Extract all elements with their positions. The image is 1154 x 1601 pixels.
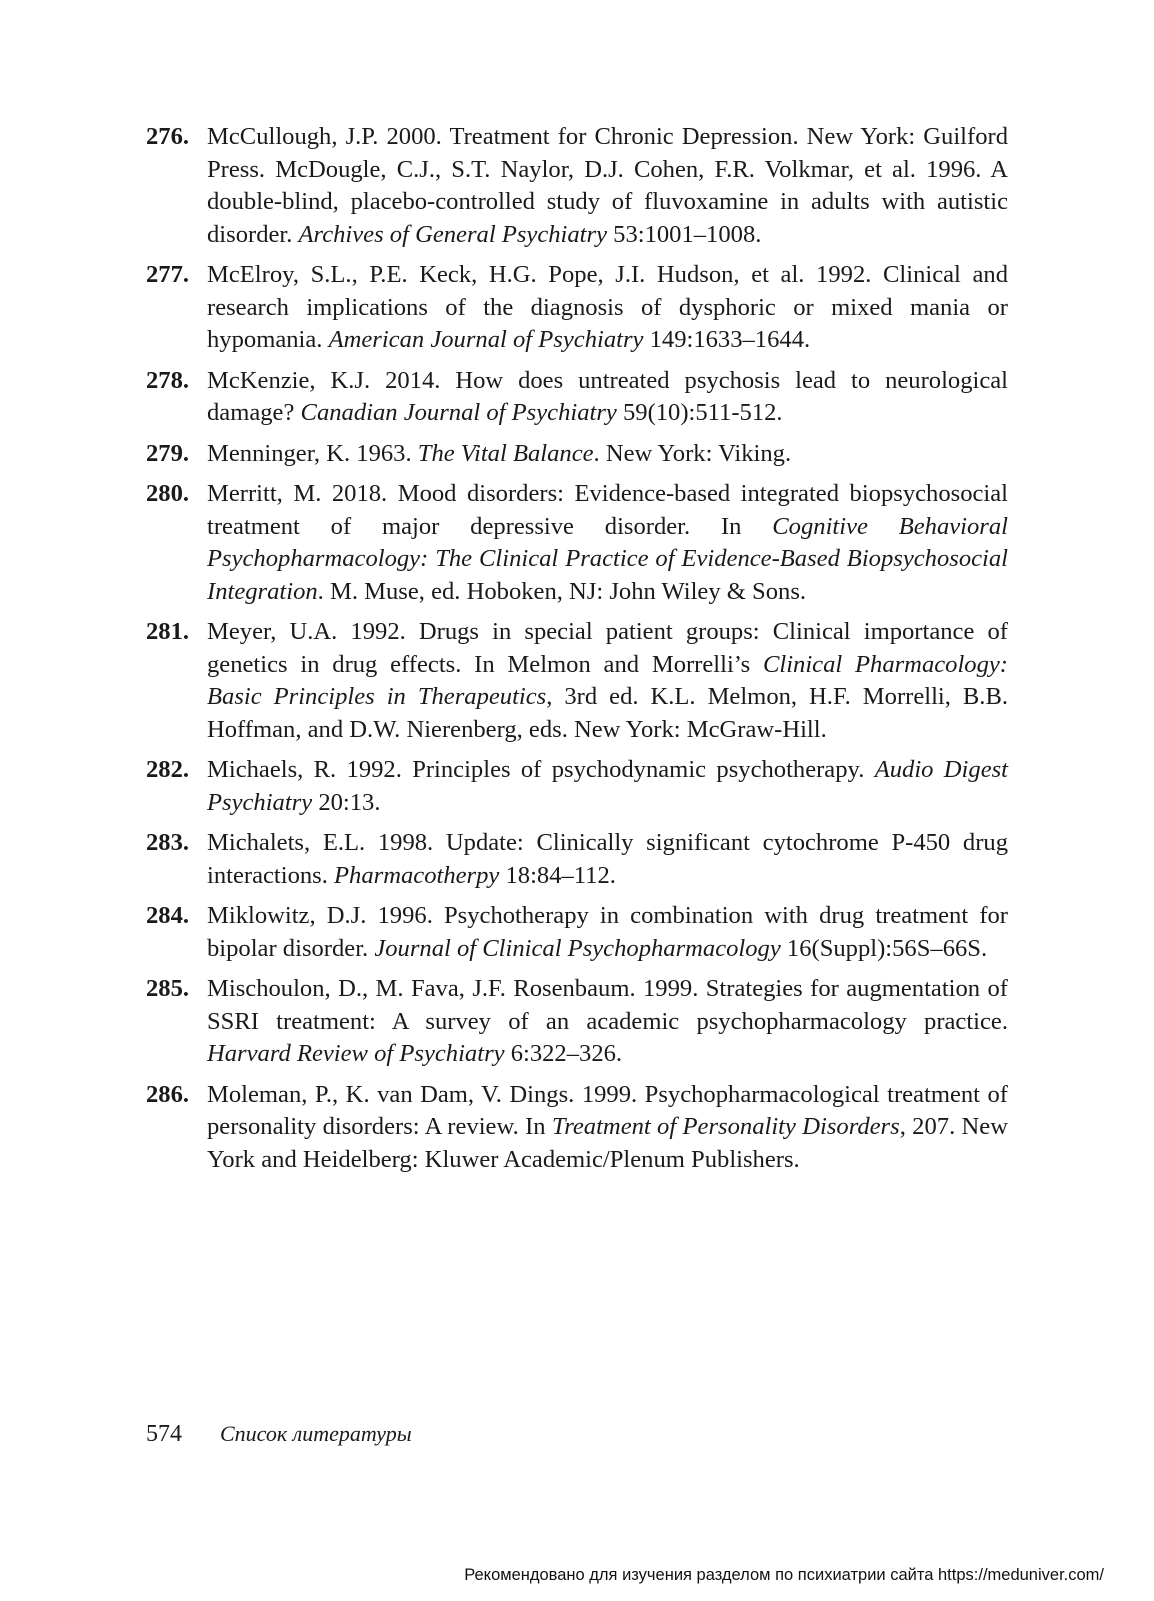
- reference-number: 284.: [146, 902, 190, 929]
- reference-text: Michaels, R. 1992. Principles of psychodynamic psychotherapy.: [207, 756, 875, 783]
- reference-source-title: Audio Digest Psychiatry: [207, 756, 1009, 816]
- reference-source-title: Cognitive Behavioral Psychopharmacology: The Clinical Practice of Evidence-Based Biopsychosocial Integration: [207, 512, 1008, 605]
- reference-source-title: Canadian Journal of Psychiatry: [300, 399, 617, 426]
- reference-text: 149:1633–1644.: [643, 326, 811, 353]
- reference-source-title: Clinical Pharmacology: Basic Principles in Therapeutics: [207, 650, 1008, 710]
- reference-entry: [146, 478, 1008, 608]
- reference-text: McElroy, S.L., P.E. Keck, H.G. Pope, J.I. Hudson, et al. 1992. Clinical and research implications of the diagnosis of dysphoric or mixed mania or hypomania.: [207, 261, 1008, 353]
- reference-number: 285.: [146, 975, 190, 1002]
- reference-number: 281.: [146, 618, 190, 645]
- reference-source-title: Pharmacotherpy: [334, 861, 500, 889]
- reference-entry: [146, 365, 1008, 430]
- reference-entry: [146, 900, 1008, 965]
- reference-source-title: Harvard Review of Psychiatry: [207, 1040, 505, 1067]
- reference-text: 53:1001–1008.: [607, 220, 762, 248]
- reference-text: Moleman, P., K. van Dam, V. Dings. 1999. Psychopharmacological treatment of personality disorders: A review. In: [207, 1080, 1008, 1140]
- reference-text: 6:322–326.: [504, 1040, 623, 1067]
- reference-source-title: Journal of Clinical Psychopharmacology: [374, 934, 781, 962]
- reference-entry: [146, 259, 1008, 357]
- reference-text: McCullough, J.P. 2000. Treatment for Chronic Depression. New York: Guilford Press. McDougle, C.J., S.T. Naylor, D.J. Cohen, F.R. Volkmar, et al. 1996. A double-blind, placebo-controlled study of fluvoxamine in adults with autistic disorder.: [207, 123, 1008, 248]
- reference-entry: [146, 754, 1008, 819]
- reference-text: 20:13.: [312, 788, 381, 816]
- reference-text: . New York: Viking.: [593, 439, 792, 467]
- reference-number: 280.: [146, 480, 190, 507]
- reference-text: , 3rd ed. K.L. Melmon, H.F. Morrelli, B.B. Hoffman, and D.W. Nierenberg, eds. New York: McGraw-Hill.: [207, 683, 1008, 743]
- reference-text: Merritt, M. 2018. Mood disorders: Evidence-based integrated biopsychosocial treatment of major depressive disorder. In: [207, 480, 1008, 540]
- page-number: 574: [146, 1421, 182, 1447]
- site-recommendation-note: Рекомендовано для изучения разделом по психиатрии сайта https://meduniver.com/: [464, 1566, 1104, 1584]
- reference-text: McKenzie, K.J. 2014. How does untreated psychosis lead to neurological damage?: [207, 366, 1008, 426]
- reference-text: 18:84–112.: [499, 861, 616, 889]
- reference-number: 276.: [146, 123, 190, 150]
- reference-entry: [146, 438, 1008, 471]
- reference-entry: [146, 827, 1008, 892]
- reference-source-title: Archives of General Psychiatry: [298, 220, 607, 248]
- reference-entry: [146, 121, 1008, 251]
- reference-text: . M. Muse, ed. Hoboken, NJ: John Wiley & Sons.: [317, 577, 807, 605]
- reference-text: , 207. New York and Heidelberg: Kluwer Academic/Plenum Publishers.: [207, 1113, 1008, 1173]
- reference-text: Mischoulon, D., M. Fava, J.F. Rosenbaum. 1999. Strategies for augmentation of SSRI treatment: A survey of an academic psychopharmacology practice.: [207, 975, 1008, 1035]
- reference-number: 279.: [146, 439, 190, 467]
- running-footer-title: Список литературы: [220, 1421, 412, 1446]
- reference-number: 282.: [146, 756, 190, 783]
- reference-source-title: Treatment of Personality Disorders: [551, 1113, 900, 1140]
- reference-source-title: American Journal of Psychiatry: [328, 326, 644, 353]
- page-footer: [146, 1421, 412, 1448]
- reference-number: 278.: [146, 366, 190, 394]
- reference-source-title: The Vital Balance: [417, 439, 594, 467]
- reference-number: 286.: [146, 1080, 190, 1108]
- reference-number: 277.: [146, 261, 190, 288]
- reference-list: [146, 121, 1008, 1184]
- reference-entry: [146, 1079, 1008, 1177]
- reference-text: 59(10):511-512.: [616, 399, 783, 426]
- reference-text: Meyer, U.A. 1992. Drugs in special patient groups: Clinical importance of genetics in drug effects. In Melmon and Morrelli’s: [207, 618, 1008, 678]
- reference-text: Michalets, E.L. 1998. Update: Clinically significant cytochrome P-450 drug interactions.: [207, 829, 1008, 889]
- reference-entry: [146, 616, 1008, 746]
- reference-entry: [146, 973, 1008, 1071]
- reference-number: 283.: [146, 829, 190, 856]
- reference-text: 16(Suppl):56S–66S.: [780, 934, 988, 962]
- reference-text: Miklowitz, D.J. 1996. Psychotherapy in combination with drug treatment for bipolar disorder.: [207, 902, 1008, 962]
- reference-text: Menninger, K. 1963.: [207, 439, 418, 467]
